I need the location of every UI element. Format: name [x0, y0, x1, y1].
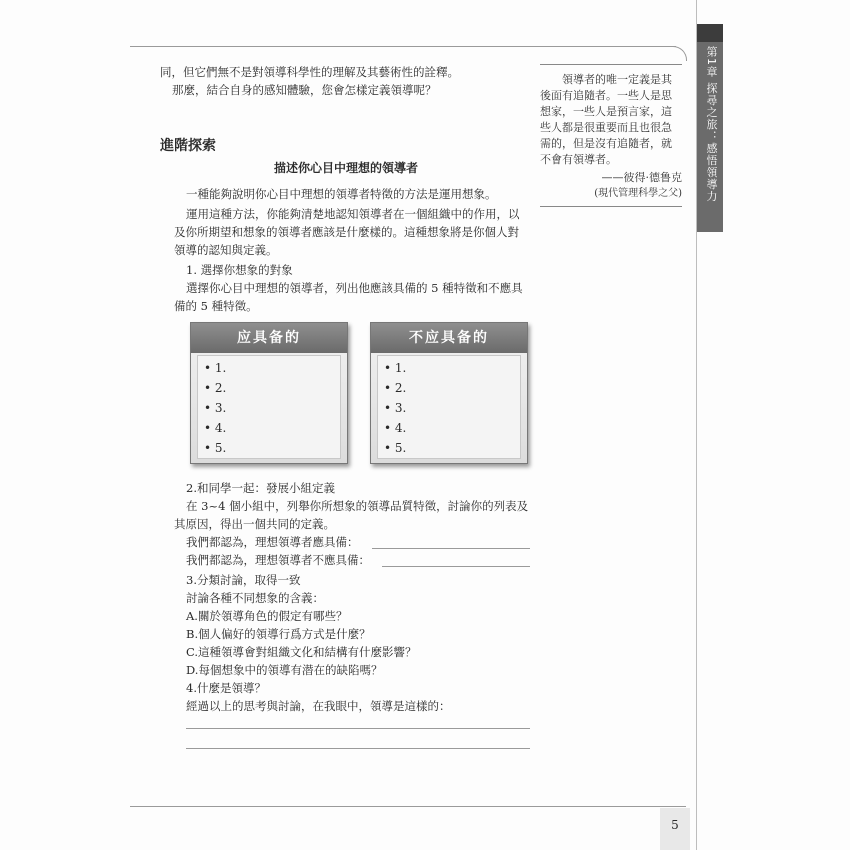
- chapter-tab-label: [701, 46, 719, 203]
- should-not-have-item-5: • 5.: [384, 441, 407, 455]
- answer-line-2[interactable]: [186, 748, 530, 749]
- should-not-have-box: [370, 322, 528, 464]
- step4-title: 4.什麼是領導？: [186, 681, 266, 695]
- should-not-have-item-1: • 1.: [384, 361, 407, 375]
- step1-text-1: 選擇你心目中理想的領導者，列出他應該具備的 5 種特徵和不應具: [186, 281, 523, 295]
- should-have-item-2: • 2.: [204, 381, 227, 395]
- should-have-box-title: 应具备的: [191, 323, 347, 353]
- step3-question-d: D.每個想象中的領導有潜在的缺陷嗎？: [186, 663, 383, 677]
- should-not-have-box-body: [377, 355, 521, 459]
- chapter-title: 探尋之旅：感悟領導力: [705, 82, 718, 203]
- step2-text-2: 其原因，得出一個共同的定義。: [174, 517, 335, 531]
- quote-bottom-rule: [540, 206, 682, 207]
- quote-top-rule: [540, 64, 682, 65]
- step3-question-c: C.這種領導會對組織文化和結構有什麼影響？: [186, 645, 417, 659]
- step1-text-2: 備的 5 種特徵。: [174, 299, 258, 313]
- answer-line-1[interactable]: [186, 728, 530, 729]
- fill-should-have-line[interactable]: [372, 548, 530, 549]
- intro-line-4: 領導的認知與定義。: [174, 243, 278, 257]
- frame-bottom-line: [130, 806, 686, 807]
- intro-line-3: 及你所期望和想象的領導者應該是什麼樣的。這種想象將是你個人對: [174, 225, 519, 239]
- page-number: 5: [671, 818, 679, 832]
- should-have-box: [190, 322, 348, 464]
- step2-title: 2.和同學一起：發展小組定義: [186, 481, 335, 495]
- step3-question-b: B.個人偏好的領導行爲方式是什麼？: [186, 627, 371, 641]
- step4-text: 經過以上的思考與討論，在我眼中，領導是這樣的：: [186, 699, 451, 713]
- frame-top-line: [130, 46, 676, 47]
- step1-title: 1. 選擇你想象的對象: [186, 263, 293, 277]
- should-have-item-3: • 3.: [204, 401, 227, 415]
- step3-intro: 討論各種不同想象的含義：: [186, 591, 324, 605]
- fill-should-not-have-label: 我們都認為，理想領導者不應具備：: [186, 553, 370, 567]
- intro-line-1: 一種能夠說明你心目中理想的領導者特徵的方法是運用想象。: [186, 187, 497, 201]
- should-have-item-4: • 4.: [204, 421, 227, 435]
- quote-author: ——彼得·德鲁克: [601, 171, 682, 184]
- should-have-item-1: • 1.: [204, 361, 227, 375]
- exercise-title: 描述你心目中理想的領導者: [274, 161, 419, 175]
- should-not-have-item-4: • 4.: [384, 421, 407, 435]
- quote-text: 領導者的唯一定義是其後面有追隨者。一些人是思想家，一些人是預言家，這些人都是很重要而且也很急需的，但是沒有追隨者，就不會有領導者。: [540, 73, 672, 166]
- frame-corner: [672, 46, 687, 61]
- fill-should-have-label: 我們都認為，理想領導者應具備：: [186, 535, 359, 549]
- intro-line-2: 運用這種方法，你能夠清楚地認知領導者在一個組織中的作用，以: [186, 207, 520, 221]
- step3-title: 3.分類討論，取得一致: [186, 573, 301, 587]
- chapter-tab-cap: [697, 24, 723, 42]
- top-text-line-2: 那麼，結合自身的感知體驗，您會怎樣定義領導呢？: [172, 83, 437, 97]
- should-not-have-item-3: • 3.: [384, 401, 407, 415]
- quote-note: (現代管理科學之父): [594, 188, 682, 199]
- top-text-line-1: 同，但它們無不是對領導科學性的理解及其藝術性的詮釋。: [160, 65, 459, 79]
- should-not-have-box-title: 不应具备的: [371, 323, 527, 353]
- chapter-number: 第1章: [705, 46, 718, 78]
- should-have-box-body: [197, 355, 341, 459]
- section-title: 進階探索: [160, 138, 216, 154]
- quote-block: [540, 72, 682, 202]
- step2-text-1: 在 3~4 個小組中，列舉你所想象的領導品質特徵，討論你的列表及: [186, 499, 529, 513]
- should-have-item-5: • 5.: [204, 441, 227, 455]
- should-not-have-item-2: • 2.: [384, 381, 407, 395]
- fill-should-not-have-line[interactable]: [382, 566, 530, 567]
- step3-question-a: A.關於領導角色的假定有哪些？: [186, 609, 348, 623]
